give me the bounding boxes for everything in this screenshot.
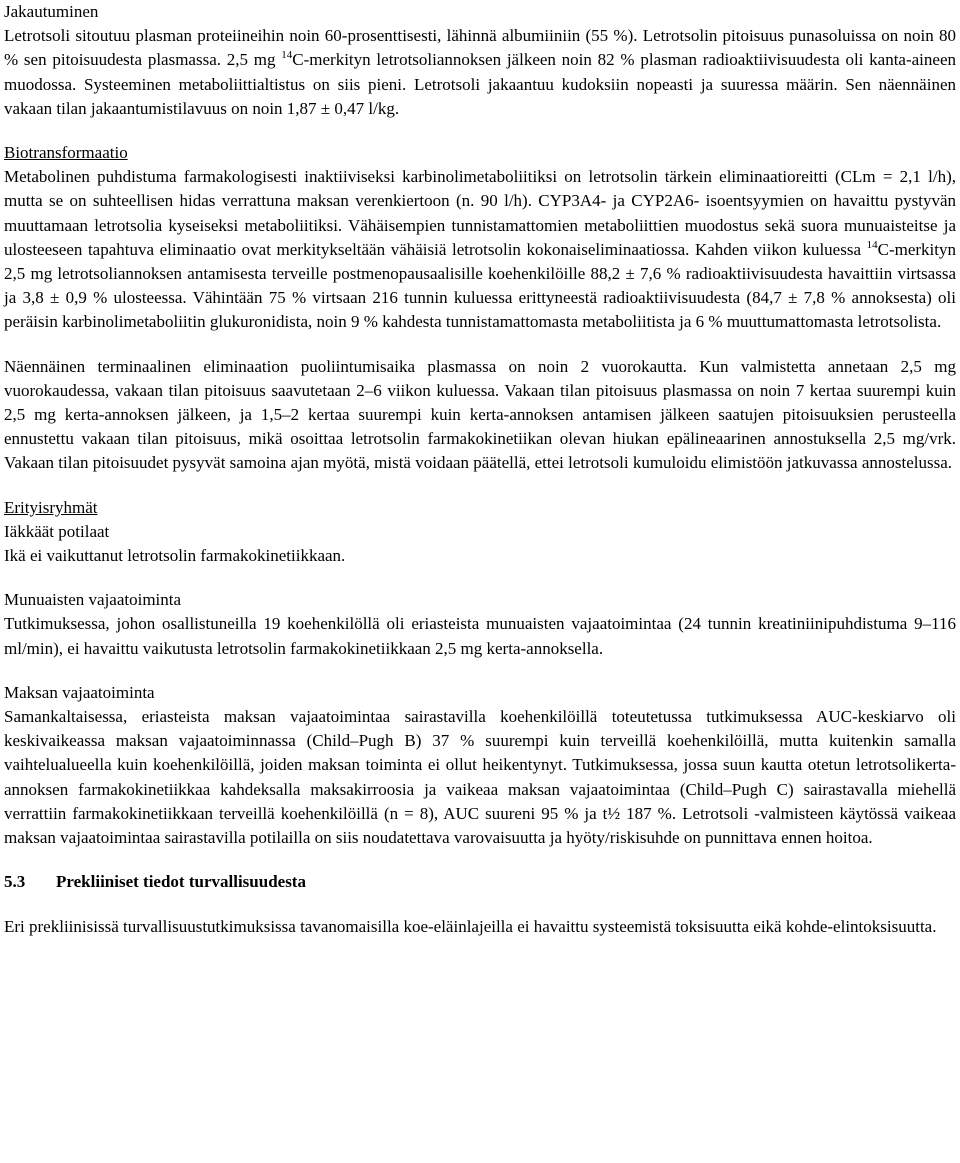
distribution-heading: Jakautuminen — [4, 2, 99, 21]
distribution-text-b: C-merkityn letrotsoliannoksen jälkeen noin 82 % plasman radioaktiivisuudesta oli kanta-aineen muodossa. Systeeminen metaboliittialtistus on siis pieni. Letrotsoli jakaantuu kudoksiin nopeasti ja suuressa määrin. Sen näennäinen vakaan tilan jakaantumistilavuus on noin 1,87 ± 0,47 l/kg. — [4, 50, 956, 118]
preclinical-text: Eri prekliinisissä turvallisuustutkimuksissa tavanomaisilla koe-eläinlajeilla ei havaittu systeemistä toksisuutta eikä kohde-elintoksisuutta. — [4, 916, 937, 936]
hepatic-text: Samankaltaisessa, eriasteista maksan vajaatoimintaa sairastavilla koehenkilöillä toteutetussa tutkimuksessa AUC-keskiarvo oli keskivaikeassa maksan vajaatoiminnassa (Child–Pugh B) 37 % suurempi kuin terveillä koehenkilöillä, mutta kuitenkin samalla vaihtelualueella kuin koehenkilöillä, joiden maksan toiminta ei ollut heikentynyt. Tutkimuksessa, jossa suun kautta otetun letrotsolikerta-annoksen farmakokinetiikkaa kahdeksalla maksakirroosia ja vaikeaa maksan vajaatoimintaa (Child–Pugh C) sairastavalla miehellä verrattiin farmakokinetiikkaan terveillä koehenkilöillä (n = 8), AUC suureni 95 % ja t½ 187 %. Letrotsoli -valmisteen käytössä vaikeaa maksan vajaatoimintaa sairastavilla potilailla on siis noudatettava varovaisuutta ja hyöty/riskisuhde on punnittava ennen hoitoa. — [4, 707, 956, 848]
renal-heading: Munuaisten vajaatoiminta — [4, 590, 182, 610]
elderly-heading: Iäkkäät potilaat — [4, 521, 110, 541]
distribution-paragraph — [4, 24, 956, 121]
isotope-superscript: 14 — [281, 49, 293, 62]
elderly-text: Ikä ei vaikuttanut letrotsolin farmakokinetiikkaan. — [4, 546, 346, 566]
distribution-text-a: Letrotsoli sitoutuu plasman proteiineihin noin 60-prosenttisesti, lähinnä albumiiniin (55 %). Letrotsolin pitoisuus punasoluissa on noin 80 % sen pitoisuudesta plasmassa. 2,5 mg — [4, 26, 956, 70]
section-special-groups — [4, 496, 956, 851]
biotransformation-text-a: Metabolinen puhdistuma farmakologisesti inaktiiviseksi karbinolimetaboliitiksi on letrotsolin tärkein eliminaatioreitti (CLm = 2,1 l/h), mutta se on suhteellisen hidas verrattuna maksan verenkiertoon (n. 90 l/h). CYP3A4- ja CYP2A6- isoentsyymien on havaittu pystyvän muuttamaan letrotsolia kyseiseksi metaboliitiksi. Vähäisempien tunnistamattomien metaboliittien muodostus sekä suora munuaisteitse ja ulosteeseen tapahtuva eliminaatio ovat merkitykseltään vähäisiä letrotsolin kokonaiseliminaatiossa. Kahden viikon kuluessa — [4, 167, 956, 259]
biotransformation-text-b: C-merkityn 2,5 mg letrotsoliannoksen antamisesta terveille postmenopausaalisille koehenkilöille 88,2 ± 7,6 % radioaktiivisuudesta havaittiin virtsassa ja 3,8 ± 0,9 % ulosteessa. Vähintään 75 % virtsaan 216 tunnin kuluessa erittyneestä radioaktiivisuudesta (84,7 ± 7,8 % annoksesta) oli peräisin karbinolimetaboliitin glukuronidista, noin 9 % kahdesta tunnistamattomasta metaboliitista ja 6 % muuttumattomasta letrotsolista. — [4, 239, 956, 332]
section-elimination — [4, 355, 956, 476]
special-groups-heading: Erityisryhmät — [4, 497, 98, 517]
elimination-paragraph: Näennäinen terminaalinen eliminaation puoliintumisaika plasmassa on noin 2 vuorokautta. Kun valmistetta annetaan 2,5 mg vuorokaudessa, vakaan tilan pitoisuus saavutetaan 2–6 viikon kuluessa. Vakaan tilan pitoisuus plasmassa on noin 7 kertaa suurempi kuin 2,5 mg kerta-annoksen jälkeen, ja 1,5–2 kertaa suurempi kuin kerta-annoksen antamisen jälkeen saatujen pitoisuuksien perusteella ennustettu vakaan tilan pitoisuus, mikä osoittaa letrotsolin farmakokinetiikan olevan hiukan epälineaarinen annostuksella 2,5 mg/vrk. Vakaan tilan pitoisuudet pysyvät samoina ajan myötä, mistä voidaan päätellä, ettei letrotsoli kumuloidu elimistöön jatkuvassa annostelussa. — [4, 356, 956, 473]
isotope-superscript: 14 — [866, 239, 878, 252]
renal-text: Tutkimuksessa, johon osallistuneilla 19 koehenkilöllä oli eriasteista munuaisten vajaatoimintaa (24 tunnin kreatiniinipuhdistuma 9–116 ml/min), ei havaittu vaikutusta letrotsolin farmakokinetiikkaan 2,5 mg kerta-annoksella. — [4, 614, 956, 658]
biotransformation-heading: Biotransformaatio — [4, 143, 128, 163]
section-biotransformation — [4, 141, 956, 335]
section-title-text: Prekliiniset tiedot turvallisuudesta — [56, 872, 306, 892]
section-number: 5.3 — [4, 872, 26, 892]
section-distribution — [4, 0, 956, 121]
preclinical-title — [4, 870, 956, 894]
section-preclinical — [4, 870, 956, 938]
biotransformation-paragraph — [4, 165, 956, 334]
hepatic-heading: Maksan vajaatoiminta — [4, 682, 155, 702]
